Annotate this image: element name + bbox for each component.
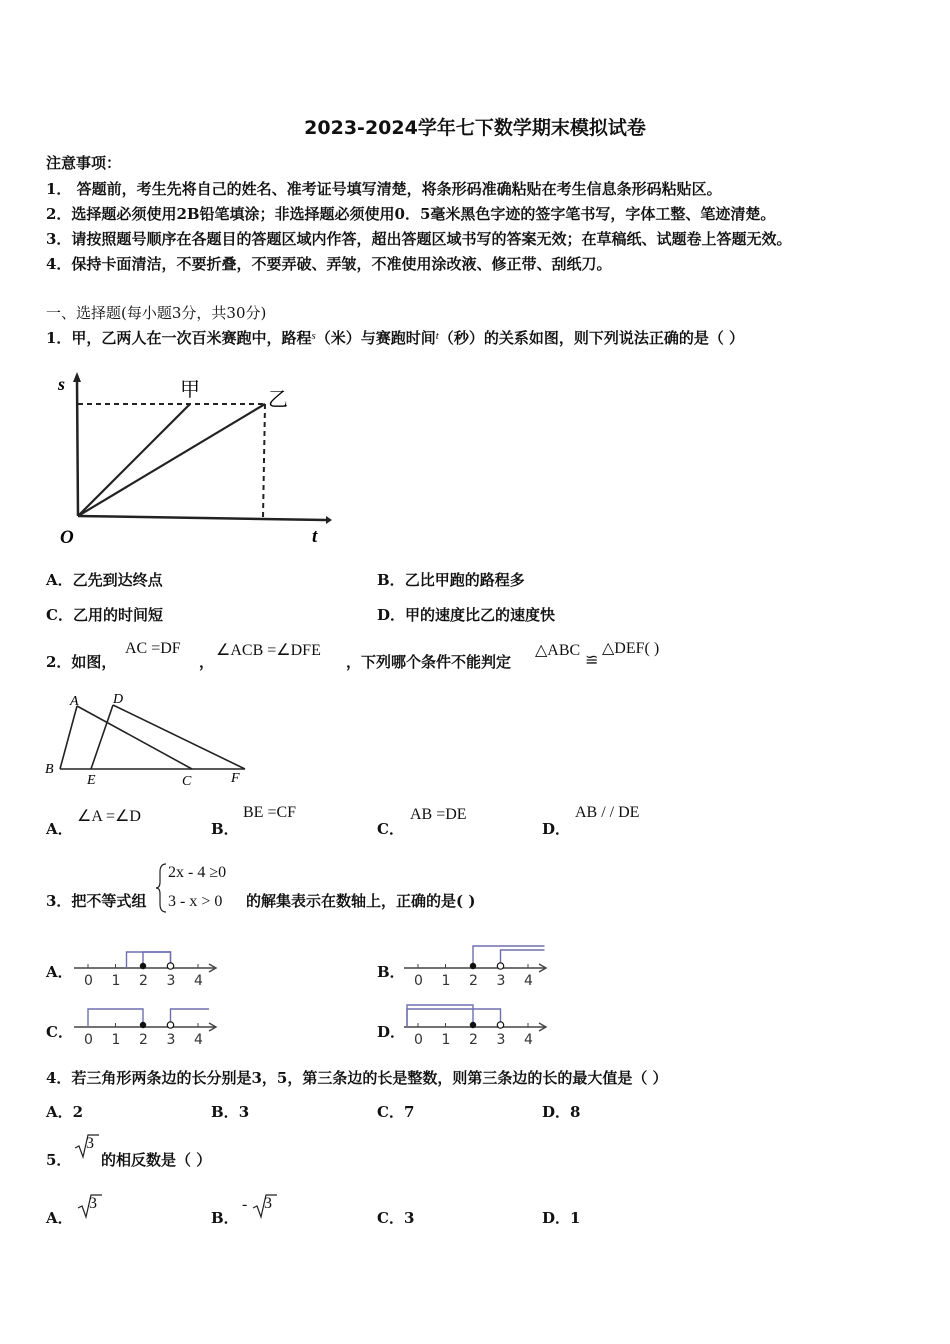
numline-filled-point [140, 1022, 146, 1028]
numline-open-point [497, 963, 503, 969]
q1-var-s: s [311, 330, 316, 342]
option-text: 乙比甲跑的路程多 [404, 571, 525, 589]
q2-congruent: ≌ [585, 652, 599, 669]
q4-option-c[interactable] [377, 1101, 414, 1122]
numline-open-point [167, 1022, 173, 1028]
q2-cond1: AC =DF [125, 640, 181, 657]
q3-stem-a: 3．把不等式组 [46, 892, 147, 910]
q3-option-c-letter[interactable]: C． [46, 1023, 73, 1041]
q3-brace [156, 862, 168, 914]
q1-stem-b: （米）与赛跑时间 [315, 329, 436, 347]
option-text: 3 [403, 1209, 415, 1227]
numline-open-point [167, 963, 173, 969]
option-text: 2 [72, 1103, 84, 1121]
numline-solution-ray [407, 1005, 473, 1027]
numline-filled-point [470, 963, 476, 969]
q5-stem: 的相反数是（ ） [101, 1151, 212, 1169]
q1-stem-a: 1．甲，乙两人在一次百米赛跑中，路程 [46, 329, 312, 347]
q2-option-b-letter[interactable]: B． [211, 820, 239, 838]
option-letter: C． [377, 1209, 404, 1227]
q2-option-c-letter[interactable]: C． [377, 820, 404, 838]
q1-stem [46, 327, 744, 348]
numline-tick-label: 4 [194, 1032, 203, 1048]
q5-option-a-radicand: 3 [89, 1195, 97, 1212]
q3-numberline-c [70, 999, 230, 1051]
q1-line-yi [78, 404, 265, 516]
q3-option-d-letter[interactable]: D． [377, 1023, 406, 1041]
q1-y-arrow [73, 372, 81, 382]
q1-stem-c: （秒）的关系如图，则下列说法正确的是（ ） [438, 329, 745, 347]
q1-y-axis [77, 380, 78, 516]
q2-label-d: D [113, 692, 124, 707]
q3-ineq2: 3 - x > 0 [168, 893, 223, 910]
notice-item-2: 2．选择题必须使用2B铅笔填涂；非选择题必须使用0．5毫米黑色字迹的签字笔书写，字体工整、笔迹清楚。 [46, 205, 776, 223]
numline-open-point [497, 1022, 503, 1028]
q1-label-jia: 甲 [180, 377, 200, 401]
q1-x-axis [78, 516, 326, 520]
numline-tick-label: 1 [441, 1032, 451, 1048]
q3-ineq1: 2x - 4 ≥0 [168, 864, 227, 881]
q5-option-a-letter[interactable]: A． [46, 1209, 73, 1227]
q1-x-arrow [326, 516, 332, 524]
numline-solution-ray [143, 952, 171, 968]
option-letter: A． [46, 1103, 73, 1121]
q2-label-e: E [87, 773, 96, 788]
q2-label-f: F [231, 771, 240, 786]
q2-stem-a: 2．如图， [46, 653, 117, 671]
q2-option-d-letter[interactable]: D． [542, 820, 571, 838]
q1-option-b[interactable] [377, 569, 525, 590]
numline-tick-label: 2 [139, 973, 148, 989]
q1-x-label: t [312, 526, 318, 547]
q5-radicand: 3 [86, 1135, 94, 1152]
option-letter: C． [377, 1103, 404, 1121]
option-text: 7 [403, 1103, 415, 1121]
numline-tick-label: 3 [496, 1032, 506, 1048]
option-letter: D． [542, 1103, 571, 1121]
numline-tick-label: 3 [166, 973, 176, 989]
q2-comma: ， [199, 653, 215, 671]
numline-tick-label: 0 [414, 973, 423, 989]
q2-figure [40, 688, 260, 793]
numline-tick-label: 2 [469, 1032, 478, 1048]
numline-tick-label: 2 [139, 1032, 148, 1048]
numline-solution-ray [127, 952, 171, 968]
q2-tri1: △ABC [535, 642, 581, 659]
notice-item-4: 4．保持卡面清洁，不要折叠，不要弄破、弄皱，不准使用涂改液、修正带、刮纸刀。 [46, 255, 612, 273]
option-text: 甲的速度比乙的速度快 [405, 606, 556, 624]
notice-item-1: 1． 答题前，考生先将自己的姓名、准考证号填写清楚，将条形码准确粘贴在考生信息条形码粘贴区。 [46, 180, 722, 198]
q2-option-b-text: BE =CF [243, 804, 297, 821]
numline-tick-label: 0 [414, 1032, 423, 1048]
option-text: 乙先到达终点 [72, 571, 163, 589]
option-text: 乙用的时间短 [72, 606, 163, 624]
q4-stem: 4．若三角形两条边的长分别是3，5，第三条边的长是整数，则第三条边的长的最大值是（ ） [46, 1069, 668, 1087]
q2-option-a-letter[interactable]: A． [46, 820, 73, 838]
numline-tick-label: 2 [469, 973, 478, 989]
numline-tick-label: 4 [524, 973, 533, 989]
q2-option-d-text: AB / / DE [575, 804, 640, 821]
numline-solution-ray [407, 1009, 501, 1027]
option-letter: D． [377, 606, 406, 624]
q2-stem-b: ，下列哪个条件不能判定 [346, 653, 512, 671]
page-title: 2023-2024学年七下数学期末模拟试卷 [304, 117, 646, 139]
option-text: 1 [570, 1209, 581, 1227]
numline-filled-point [140, 963, 146, 969]
option-letter: D． [542, 1209, 571, 1227]
q1-dashed-vertical [263, 404, 265, 518]
notice-item-3: 3．请按照题号顺序在各题目的答题区域内作答，超出答题区域书写的答案无效；在草稿纸、试题卷上答题无效。 [46, 230, 792, 248]
option-text: 3 [238, 1103, 250, 1121]
q5-option-b-neg: - [242, 1196, 248, 1213]
numline-tick-label: 3 [166, 1032, 176, 1048]
q1-option-c[interactable] [46, 604, 163, 625]
q1-graph [40, 368, 340, 548]
q4-option-d[interactable] [542, 1101, 580, 1122]
q2-tri2: △DEF( ) [602, 640, 660, 657]
q4-option-b[interactable] [211, 1101, 249, 1122]
q1-label-yi: 乙 [268, 387, 288, 411]
q2-side-ba [60, 706, 77, 769]
q3-numberline-a [70, 940, 230, 992]
numline-tick-label: 4 [194, 973, 203, 989]
q3-stem-b: 的解集表示在数轴上，正确的是( ) [246, 892, 476, 910]
q3-numberline-d [400, 999, 560, 1051]
numline-tick-label: 3 [496, 973, 506, 989]
q5-option-d[interactable] [542, 1207, 580, 1228]
numline-solution-ray [501, 950, 545, 968]
numline-tick-label: 1 [441, 973, 451, 989]
q2-cond2: ∠ACB =∠DFE [216, 642, 321, 659]
numline-solution-ray [473, 946, 545, 968]
q1-y-label: s [58, 374, 66, 394]
q1-var-t: t [435, 330, 439, 342]
q5-num: 5． [46, 1151, 72, 1169]
q2-label-b: B [45, 762, 54, 777]
q2-option-c-text: AB =DE [410, 806, 467, 823]
q3-numberline-b [400, 940, 560, 992]
q1-option-d[interactable] [377, 604, 555, 625]
numline-tick-label: 4 [524, 1032, 533, 1048]
option-text: 8 [570, 1103, 581, 1121]
q5-option-b-radicand: 3 [264, 1195, 272, 1212]
q3-option-a-letter[interactable]: A． [46, 963, 73, 981]
q5-option-c[interactable] [377, 1207, 414, 1228]
option-letter: B． [211, 1103, 239, 1121]
numline-filled-point [470, 1022, 476, 1028]
numline-solution-ray [171, 1009, 210, 1027]
notice-heading: 注意事项： [46, 154, 122, 172]
section-heading: 一、选择题(每小题3分，共30分) [46, 304, 267, 322]
numline-tick-label: 0 [84, 973, 93, 989]
q2-label-a: A [70, 694, 79, 709]
q1-origin-label: O [60, 527, 74, 548]
numline-tick-label: 0 [84, 1032, 93, 1048]
option-letter: A． [46, 571, 73, 589]
q4-option-a[interactable] [46, 1101, 83, 1122]
q3-option-b-letter[interactable]: B． [377, 963, 405, 981]
option-letter: B． [377, 571, 405, 589]
option-letter: C． [46, 606, 73, 624]
q2-label-c: C [182, 774, 192, 789]
numline-tick-label: 1 [111, 973, 121, 989]
q1-option-a[interactable] [46, 569, 163, 590]
q2-option-a-text: ∠A =∠D [77, 808, 141, 825]
q5-option-b-letter[interactable]: B． [211, 1209, 239, 1227]
numline-tick-label: 1 [111, 1032, 121, 1048]
